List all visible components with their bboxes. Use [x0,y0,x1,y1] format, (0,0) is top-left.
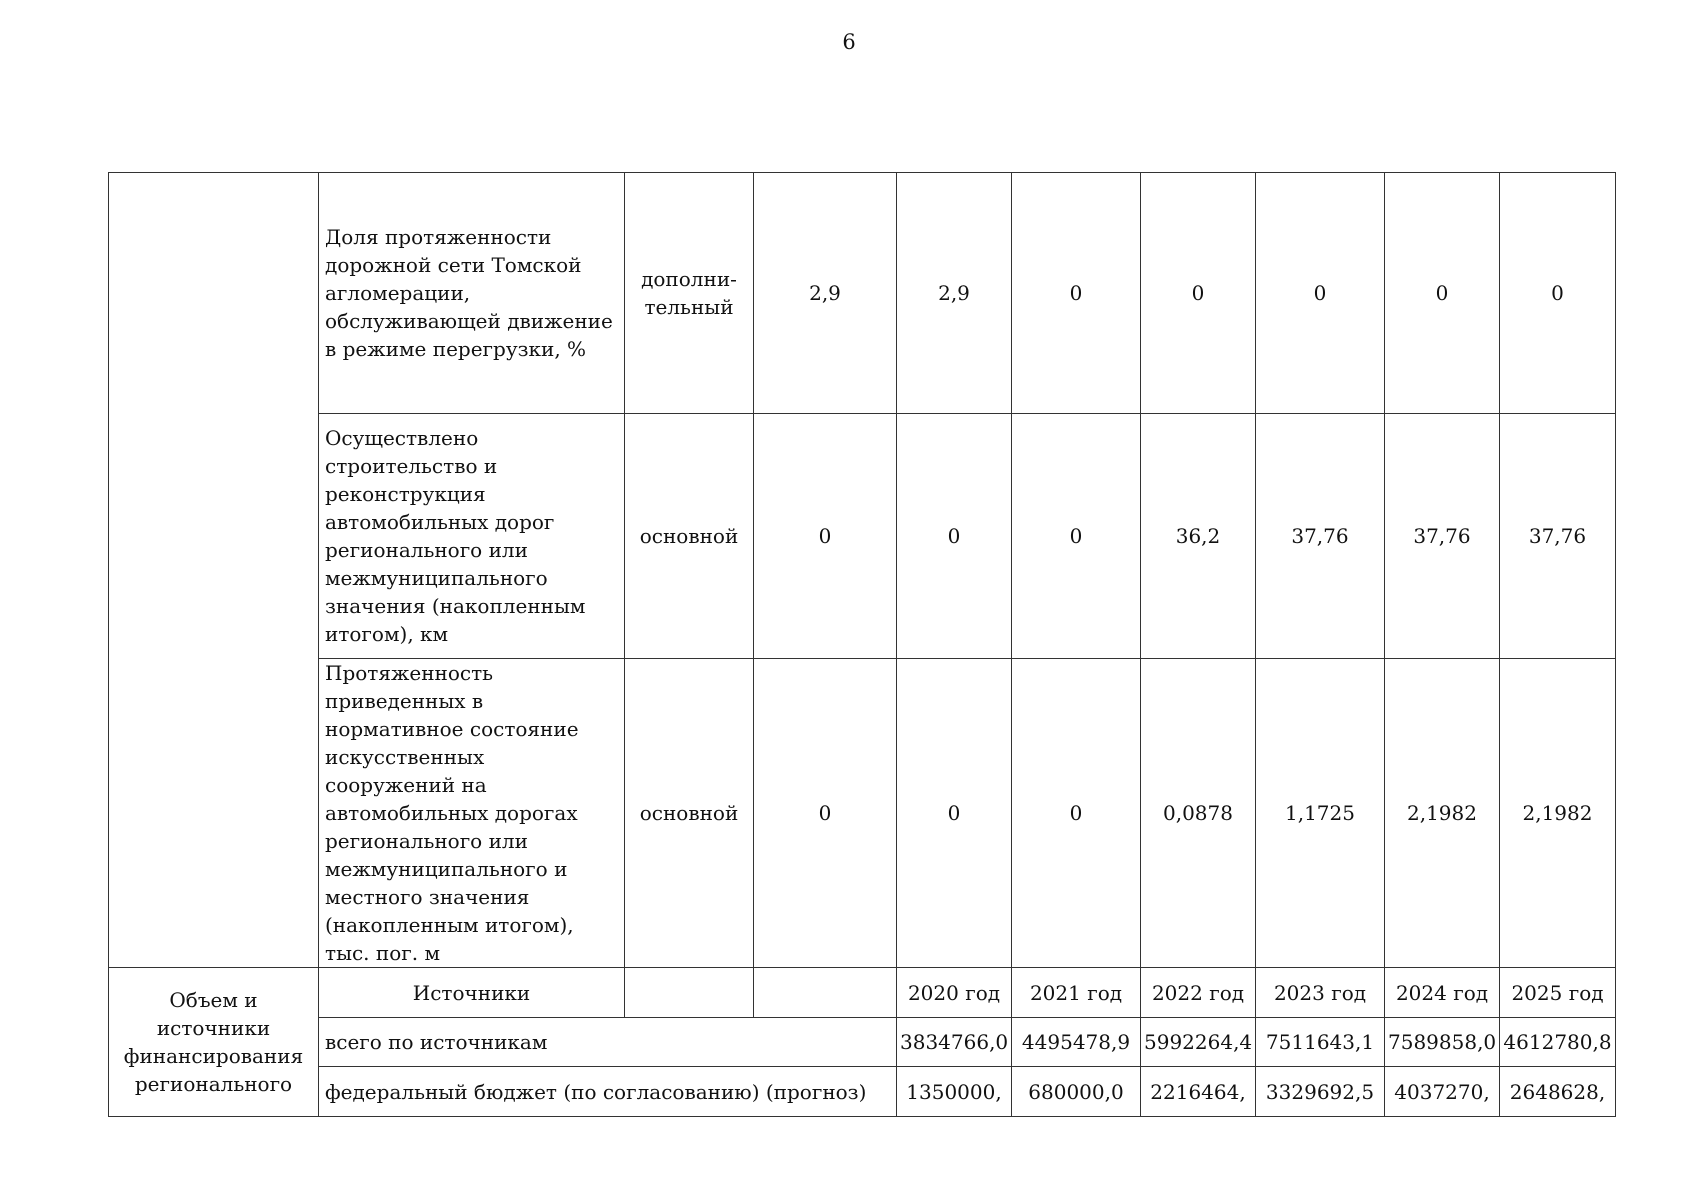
year-header: 2024 год [1385,968,1500,1018]
financing-row [109,1067,1616,1117]
year-header: 2020 год [897,968,1012,1018]
financing-value: 4037270, [1385,1067,1500,1117]
indicator-value: 0,0878 [1141,659,1256,968]
financing-value: 2216464, [1141,1067,1256,1117]
indicator-value: 2,1982 [1500,659,1616,968]
financing-header-row [109,968,1616,1018]
year-header: 2022 год [1141,968,1256,1018]
indicator-value: 0 [1385,173,1500,414]
indicator-value: 0 [1141,173,1256,414]
indicator-value: 0 [1012,414,1141,659]
indicator-value: 0 [897,414,1012,659]
indicator-value: 0 [1256,173,1385,414]
indicator-value: 0 [897,659,1012,968]
financing-value: 4495478,9 [1012,1018,1141,1067]
empty-header-cell [754,968,897,1018]
financing-value: 5992264,4 [1141,1018,1256,1067]
indicator-type: основной [625,659,754,968]
year-header: 2023 год [1256,968,1385,1018]
year-header: 2025 год [1500,968,1616,1018]
indicator-value: 36,2 [1141,414,1256,659]
indicator-value: 2,9 [897,173,1012,414]
indicator-value: 37,76 [1385,414,1500,659]
financing-value: 1350000, [897,1067,1012,1117]
sources-header: Источники [319,968,625,1018]
indicator-name: Доля протяженности дорожной сети Томской агломерации, обслуживающей движение в режиме перегрузки, % [319,173,625,414]
financing-value: 2648628, [1500,1067,1616,1117]
empty-header-cell [625,968,754,1018]
financing-value: 7511643,1 [1256,1018,1385,1067]
indicator-value: 1,1725 [1256,659,1385,968]
indicator-value: 37,76 [1256,414,1385,659]
financing-value: 3834766,0 [897,1018,1012,1067]
indicator-row [109,173,1616,414]
financing-value: 4612780,8 [1500,1018,1616,1067]
indicator-value: 0 [1012,173,1141,414]
passport-table [108,172,1616,1117]
page-number: 6 [842,30,856,54]
indicator-value: 0 [1500,173,1616,414]
indicator-value: 0 [1012,659,1141,968]
indicator-value: 0 [754,414,897,659]
indicator-value: 0 [754,659,897,968]
financing-section-label: Объем и источники финансирования регионального [109,968,319,1117]
indicator-name: Осуществлено строительство и реконструкция автомобильных дорог регионального или межмуниципального значения (накопленным итогом), км [319,414,625,659]
indicator-value: 2,1982 [1385,659,1500,968]
indicator-row [109,414,1616,659]
empty-section-cell [109,173,319,968]
indicator-type: основной [625,414,754,659]
indicator-value: 2,9 [754,173,897,414]
indicator-row [109,659,1616,968]
financing-value: 3329692,5 [1256,1067,1385,1117]
financing-row [109,1018,1616,1067]
indicator-name: Протяженность приведенных в нормативное состояние искусственных сооружений на автомобильных дорогах регионального или межмуниципального и местного значения (накопленным итогом), тыс. пог. м [319,659,625,968]
indicator-value: 37,76 [1500,414,1616,659]
indicator-type: дополни-тельный [625,173,754,414]
financing-row-label: всего по источникам [319,1018,897,1067]
year-header: 2021 год [1012,968,1141,1018]
financing-value: 7589858,0 [1385,1018,1500,1067]
financing-row-label: федеральный бюджет (по согласованию) (прогноз) [319,1067,897,1117]
financing-value: 680000,0 [1012,1067,1141,1117]
